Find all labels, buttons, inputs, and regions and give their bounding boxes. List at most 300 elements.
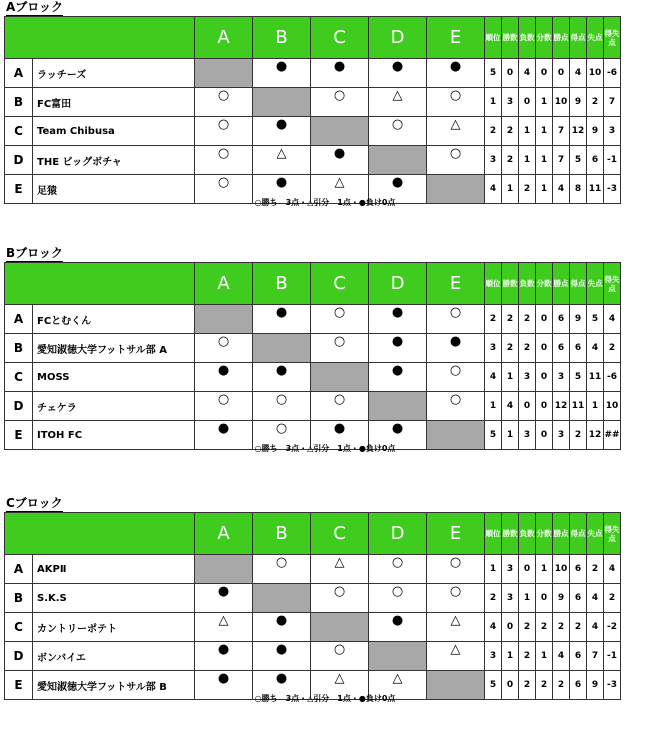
result-symbol: ○ bbox=[333, 584, 346, 599]
stat-value: 2 bbox=[536, 613, 553, 642]
team-letter: A bbox=[5, 59, 33, 88]
stat-value: 4 bbox=[485, 175, 502, 204]
match-result bbox=[369, 363, 427, 392]
stat-value: -1 bbox=[604, 146, 621, 175]
team-letter: C bbox=[5, 117, 33, 146]
match-result bbox=[427, 613, 485, 642]
team-row bbox=[5, 305, 621, 334]
self-match-cell bbox=[369, 642, 427, 671]
score-opponent bbox=[414, 641, 420, 642]
score-own bbox=[259, 583, 265, 584]
team-name: ITOH FC bbox=[33, 421, 195, 450]
match-result bbox=[195, 146, 253, 175]
self-match-cell bbox=[369, 392, 427, 421]
stat-value: 4 bbox=[587, 613, 604, 642]
team-name: FCとむくん bbox=[33, 305, 195, 334]
team-letter: E bbox=[5, 175, 33, 204]
score-opponent bbox=[298, 333, 304, 334]
result-symbol: ○ bbox=[217, 175, 230, 190]
team-name: THE ビッグボチャ bbox=[33, 146, 195, 175]
stat-value: 1 bbox=[536, 175, 553, 204]
stat-value: 2 bbox=[485, 584, 502, 613]
stat-value: 3 bbox=[485, 642, 502, 671]
stat-value: 2 bbox=[485, 117, 502, 146]
stat-value: 11 bbox=[587, 175, 604, 204]
stat-value: 1 bbox=[502, 175, 519, 204]
team-letter: D bbox=[5, 146, 33, 175]
result-symbol: ○ bbox=[217, 392, 230, 407]
stat-header: 勝数 bbox=[502, 17, 519, 59]
match-result bbox=[427, 392, 485, 421]
match-result bbox=[427, 146, 485, 175]
stat-value: 1 bbox=[485, 392, 502, 421]
header-blank bbox=[5, 513, 195, 555]
block-title: Bブロック bbox=[6, 246, 63, 260]
stat-value: 1 bbox=[536, 642, 553, 671]
result-symbol: ● bbox=[217, 363, 230, 378]
score-opponent bbox=[298, 583, 304, 584]
stat-value: 6 bbox=[570, 334, 587, 363]
self-match-cell bbox=[311, 117, 369, 146]
stat-header: 負数 bbox=[519, 17, 536, 59]
match-result bbox=[311, 146, 369, 175]
score-opponent bbox=[472, 420, 478, 421]
result-symbol: ● bbox=[217, 671, 230, 686]
header-row bbox=[5, 263, 621, 305]
header-blank bbox=[5, 263, 195, 305]
team-letter: B bbox=[5, 334, 33, 363]
result-symbol: △ bbox=[450, 117, 461, 132]
result-symbol: ○ bbox=[449, 363, 462, 378]
result-symbol: ● bbox=[275, 175, 288, 190]
stat-value: 6 bbox=[570, 642, 587, 671]
self-match-cell bbox=[195, 555, 253, 584]
stat-value: 3 bbox=[485, 146, 502, 175]
team-letter: A bbox=[5, 555, 33, 584]
team-name: 足猿 bbox=[33, 175, 195, 204]
stat-value: 5 bbox=[587, 305, 604, 334]
team-row bbox=[5, 146, 621, 175]
match-result bbox=[311, 334, 369, 363]
stat-value: 2 bbox=[519, 613, 536, 642]
team-row bbox=[5, 88, 621, 117]
stat-value: 1 bbox=[485, 88, 502, 117]
result-symbol: ○ bbox=[333, 88, 346, 103]
team-row bbox=[5, 584, 621, 613]
score-own bbox=[433, 174, 439, 175]
score-own bbox=[259, 333, 265, 334]
result-symbol: ● bbox=[275, 59, 288, 74]
stat-value: 3 bbox=[502, 584, 519, 613]
stat-value: ## bbox=[604, 421, 621, 450]
result-symbol: ● bbox=[391, 59, 404, 74]
result-symbol: ● bbox=[217, 642, 230, 657]
match-result bbox=[369, 59, 427, 88]
stat-value: 0 bbox=[536, 305, 553, 334]
stat-value: 0 bbox=[502, 59, 519, 88]
match-result bbox=[427, 642, 485, 671]
stat-value: 0 bbox=[553, 59, 570, 88]
stat-header: 勝点 bbox=[553, 17, 570, 59]
stat-value: 0 bbox=[536, 584, 553, 613]
stat-value: 7 bbox=[604, 88, 621, 117]
stat-value: 1 bbox=[502, 642, 519, 671]
stat-value: 5 bbox=[485, 421, 502, 450]
column-header-b: B bbox=[253, 513, 311, 555]
result-symbol: △ bbox=[392, 88, 403, 103]
stat-value: 3 bbox=[604, 117, 621, 146]
score-own bbox=[375, 641, 381, 642]
score-own bbox=[317, 612, 323, 613]
score-opponent bbox=[356, 362, 362, 363]
score-opponent bbox=[356, 116, 362, 117]
stat-value: 2 bbox=[587, 88, 604, 117]
match-result bbox=[427, 363, 485, 392]
match-result bbox=[311, 305, 369, 334]
result-symbol: ○ bbox=[217, 88, 230, 103]
result-symbol: ● bbox=[275, 117, 288, 132]
stat-value: 4 bbox=[604, 555, 621, 584]
stat-header: 負数 bbox=[519, 263, 536, 305]
result-symbol: ○ bbox=[333, 305, 346, 320]
team-row bbox=[5, 392, 621, 421]
score-dash bbox=[369, 145, 426, 146]
score-dash bbox=[253, 583, 310, 584]
column-header-b: B bbox=[253, 263, 311, 305]
stat-value: 2 bbox=[502, 305, 519, 334]
stat-value: 2 bbox=[553, 613, 570, 642]
result-symbol: ● bbox=[391, 421, 404, 436]
score-own bbox=[433, 420, 439, 421]
result-symbol: ○ bbox=[449, 555, 462, 570]
block-title: Aブロック bbox=[6, 0, 64, 14]
self-match-cell bbox=[253, 88, 311, 117]
match-result bbox=[311, 555, 369, 584]
result-symbol: ● bbox=[275, 305, 288, 320]
result-symbol: ● bbox=[275, 642, 288, 657]
stat-value: 4 bbox=[570, 59, 587, 88]
team-row bbox=[5, 555, 621, 584]
stat-value: 5 bbox=[485, 671, 502, 700]
stat-value: -3 bbox=[604, 175, 621, 204]
stat-value: 2 bbox=[604, 334, 621, 363]
stat-value: 9 bbox=[570, 305, 587, 334]
stat-value: 0 bbox=[502, 671, 519, 700]
stat-value: 1 bbox=[587, 392, 604, 421]
column-header-d: D bbox=[369, 513, 427, 555]
stat-value: 5 bbox=[570, 363, 587, 392]
score-own bbox=[317, 116, 323, 117]
result-symbol: △ bbox=[450, 613, 461, 628]
stat-value: 1 bbox=[519, 584, 536, 613]
stat-value: 0 bbox=[536, 59, 553, 88]
match-result bbox=[369, 334, 427, 363]
team-letter: D bbox=[5, 392, 33, 421]
stat-value: 6 bbox=[587, 146, 604, 175]
stat-value: 12 bbox=[587, 421, 604, 450]
score-opponent bbox=[472, 174, 478, 175]
header-row bbox=[5, 17, 621, 59]
stat-value: -6 bbox=[604, 59, 621, 88]
stat-value: 1 bbox=[502, 421, 519, 450]
stat-value: 2 bbox=[519, 334, 536, 363]
result-symbol: ○ bbox=[449, 584, 462, 599]
team-name: 愛知淑徳大学フットサル部 B bbox=[33, 671, 195, 700]
standings-table bbox=[4, 262, 621, 450]
stat-header: 勝数 bbox=[502, 263, 519, 305]
team-name: AKPⅡ bbox=[33, 555, 195, 584]
stat-value: 6 bbox=[570, 671, 587, 700]
stat-value: 3 bbox=[502, 88, 519, 117]
stat-header: 分数 bbox=[536, 263, 553, 305]
column-header-e: E bbox=[427, 513, 485, 555]
stat-value: 2 bbox=[519, 305, 536, 334]
stat-value: 9 bbox=[587, 117, 604, 146]
stat-value: 4 bbox=[553, 175, 570, 204]
match-result bbox=[195, 117, 253, 146]
result-symbol: △ bbox=[334, 175, 345, 190]
stat-value: 1 bbox=[536, 88, 553, 117]
legend: ○勝ち 3点・△引分 1点・●負け0点 bbox=[254, 694, 396, 703]
team-letter: C bbox=[5, 613, 33, 642]
column-header-d: D bbox=[369, 17, 427, 59]
result-symbol: ● bbox=[449, 59, 462, 74]
result-symbol: △ bbox=[392, 671, 403, 686]
team-row bbox=[5, 363, 621, 392]
stat-value: 1 bbox=[519, 117, 536, 146]
stat-value: 9 bbox=[587, 671, 604, 700]
match-result bbox=[427, 334, 485, 363]
stat-value: 2 bbox=[519, 175, 536, 204]
match-result bbox=[253, 305, 311, 334]
block-title: Cブロック bbox=[6, 496, 63, 510]
match-result bbox=[311, 392, 369, 421]
match-result bbox=[253, 642, 311, 671]
result-symbol: ● bbox=[217, 421, 230, 436]
team-name: ボンバイエ bbox=[33, 642, 195, 671]
stat-value: 0 bbox=[536, 334, 553, 363]
score-own bbox=[375, 145, 381, 146]
stat-value: 8 bbox=[570, 175, 587, 204]
stat-value: 2 bbox=[485, 305, 502, 334]
score-dash bbox=[369, 391, 426, 392]
result-symbol: ● bbox=[217, 584, 230, 599]
stat-value: 3 bbox=[502, 555, 519, 584]
stat-value: 2 bbox=[502, 117, 519, 146]
stat-value: 1 bbox=[536, 146, 553, 175]
result-symbol: ○ bbox=[333, 642, 346, 657]
stat-value: 4 bbox=[553, 642, 570, 671]
stat-value: 0 bbox=[519, 88, 536, 117]
stat-value: 2 bbox=[604, 584, 621, 613]
result-symbol: ○ bbox=[217, 146, 230, 161]
result-symbol: ○ bbox=[275, 421, 288, 436]
column-header-a: A bbox=[195, 263, 253, 305]
team-letter: B bbox=[5, 88, 33, 117]
score-opponent bbox=[472, 670, 478, 671]
result-symbol: ● bbox=[275, 671, 288, 686]
stat-value: 10 bbox=[604, 392, 621, 421]
stat-value: 2 bbox=[536, 671, 553, 700]
result-symbol: ○ bbox=[391, 584, 404, 599]
stat-value: 5 bbox=[485, 59, 502, 88]
header-row bbox=[5, 513, 621, 555]
stat-header: 順位 bbox=[485, 263, 502, 305]
stat-header: 得失点 bbox=[604, 17, 621, 59]
match-result bbox=[311, 642, 369, 671]
standings-table bbox=[4, 16, 621, 204]
stat-value: 1 bbox=[536, 117, 553, 146]
result-symbol: ● bbox=[391, 175, 404, 190]
team-letter: E bbox=[5, 671, 33, 700]
self-match-cell bbox=[311, 613, 369, 642]
stat-value: 6 bbox=[570, 555, 587, 584]
stat-header: 分数 bbox=[536, 17, 553, 59]
team-name: 愛知淑徳大学フットサル部 A bbox=[33, 334, 195, 363]
score-own bbox=[317, 362, 323, 363]
stat-value: 1 bbox=[536, 555, 553, 584]
score-dash bbox=[427, 174, 484, 175]
team-row bbox=[5, 613, 621, 642]
team-row bbox=[5, 117, 621, 146]
match-result bbox=[195, 363, 253, 392]
result-symbol: ○ bbox=[449, 305, 462, 320]
match-result bbox=[311, 88, 369, 117]
team-letter: E bbox=[5, 421, 33, 450]
stat-value: 0 bbox=[536, 421, 553, 450]
result-symbol: ● bbox=[333, 146, 346, 161]
stat-value: -6 bbox=[604, 363, 621, 392]
result-symbol: ● bbox=[391, 334, 404, 349]
stat-value: 12 bbox=[553, 392, 570, 421]
stat-header: 勝数 bbox=[502, 513, 519, 555]
match-result bbox=[427, 584, 485, 613]
legend: ○勝ち 3点・△引分 1点・●負け0点 bbox=[254, 198, 396, 207]
standings-table bbox=[4, 512, 621, 700]
stat-header: 得点 bbox=[570, 17, 587, 59]
team-name: Team Chibusa bbox=[33, 117, 195, 146]
score-dash bbox=[311, 116, 368, 117]
score-dash bbox=[253, 87, 310, 88]
stat-value: 4 bbox=[587, 334, 604, 363]
column-header-b: B bbox=[253, 17, 311, 59]
match-result bbox=[253, 555, 311, 584]
stat-header: 順位 bbox=[485, 17, 502, 59]
column-header-d: D bbox=[369, 263, 427, 305]
score-own bbox=[375, 391, 381, 392]
stat-value: 4 bbox=[519, 59, 536, 88]
score-dash bbox=[311, 612, 368, 613]
match-result bbox=[195, 392, 253, 421]
stat-value: 2 bbox=[502, 334, 519, 363]
stat-value: 6 bbox=[570, 584, 587, 613]
stat-value: -1 bbox=[604, 642, 621, 671]
result-symbol: △ bbox=[334, 671, 345, 686]
stat-header: 勝点 bbox=[553, 263, 570, 305]
match-result bbox=[253, 59, 311, 88]
stat-value: -2 bbox=[604, 613, 621, 642]
result-symbol: ● bbox=[391, 305, 404, 320]
stat-header: 得点 bbox=[570, 263, 587, 305]
stat-value: 2 bbox=[553, 671, 570, 700]
result-symbol: ○ bbox=[333, 334, 346, 349]
stat-value: 10 bbox=[553, 555, 570, 584]
match-result bbox=[253, 392, 311, 421]
stat-value: 7 bbox=[553, 117, 570, 146]
result-symbol: ○ bbox=[449, 88, 462, 103]
stat-header: 勝点 bbox=[553, 513, 570, 555]
stat-value: 2 bbox=[570, 613, 587, 642]
result-symbol: ○ bbox=[333, 392, 346, 407]
stat-value: 2 bbox=[570, 421, 587, 450]
self-match-cell bbox=[253, 584, 311, 613]
stat-value: 3 bbox=[553, 421, 570, 450]
match-result bbox=[253, 146, 311, 175]
stat-value: 10 bbox=[587, 59, 604, 88]
column-header-c: C bbox=[311, 263, 369, 305]
stat-value: 11 bbox=[570, 392, 587, 421]
stat-header: 順位 bbox=[485, 513, 502, 555]
self-match-cell bbox=[195, 59, 253, 88]
team-row bbox=[5, 642, 621, 671]
stat-header: 得点 bbox=[570, 513, 587, 555]
match-result bbox=[427, 59, 485, 88]
match-result bbox=[369, 88, 427, 117]
score-opponent bbox=[414, 145, 420, 146]
column-header-a: A bbox=[195, 513, 253, 555]
match-result bbox=[195, 88, 253, 117]
team-row bbox=[5, 59, 621, 88]
team-letter: C bbox=[5, 363, 33, 392]
match-result bbox=[369, 613, 427, 642]
stat-value: 0 bbox=[519, 392, 536, 421]
team-letter: B bbox=[5, 584, 33, 613]
score-own bbox=[433, 670, 439, 671]
stat-value: 6 bbox=[553, 334, 570, 363]
score-dash bbox=[427, 670, 484, 671]
stat-value: 2 bbox=[502, 146, 519, 175]
match-result bbox=[253, 117, 311, 146]
match-result bbox=[253, 613, 311, 642]
score-dash bbox=[253, 333, 310, 334]
stat-header: 得失点 bbox=[604, 263, 621, 305]
stat-value: 3 bbox=[553, 363, 570, 392]
self-match-cell bbox=[195, 305, 253, 334]
stat-header: 得失点 bbox=[604, 513, 621, 555]
result-symbol: ● bbox=[449, 334, 462, 349]
result-symbol: ● bbox=[275, 363, 288, 378]
result-symbol: ● bbox=[391, 363, 404, 378]
result-symbol: ○ bbox=[449, 392, 462, 407]
stat-value: 9 bbox=[570, 88, 587, 117]
stat-value: 5 bbox=[570, 146, 587, 175]
stat-value: 6 bbox=[553, 305, 570, 334]
header-blank bbox=[5, 17, 195, 59]
stat-value: 12 bbox=[570, 117, 587, 146]
result-symbol: △ bbox=[276, 146, 287, 161]
stat-value: 7 bbox=[587, 642, 604, 671]
result-symbol: ○ bbox=[391, 555, 404, 570]
stat-value: 1 bbox=[519, 146, 536, 175]
team-letter: D bbox=[5, 642, 33, 671]
match-result bbox=[195, 642, 253, 671]
stat-value: 1 bbox=[485, 555, 502, 584]
stat-value: 0 bbox=[536, 363, 553, 392]
self-match-cell bbox=[369, 146, 427, 175]
team-name: S.K.S bbox=[33, 584, 195, 613]
team-name: ラッチーズ bbox=[33, 59, 195, 88]
stat-value: 11 bbox=[587, 363, 604, 392]
